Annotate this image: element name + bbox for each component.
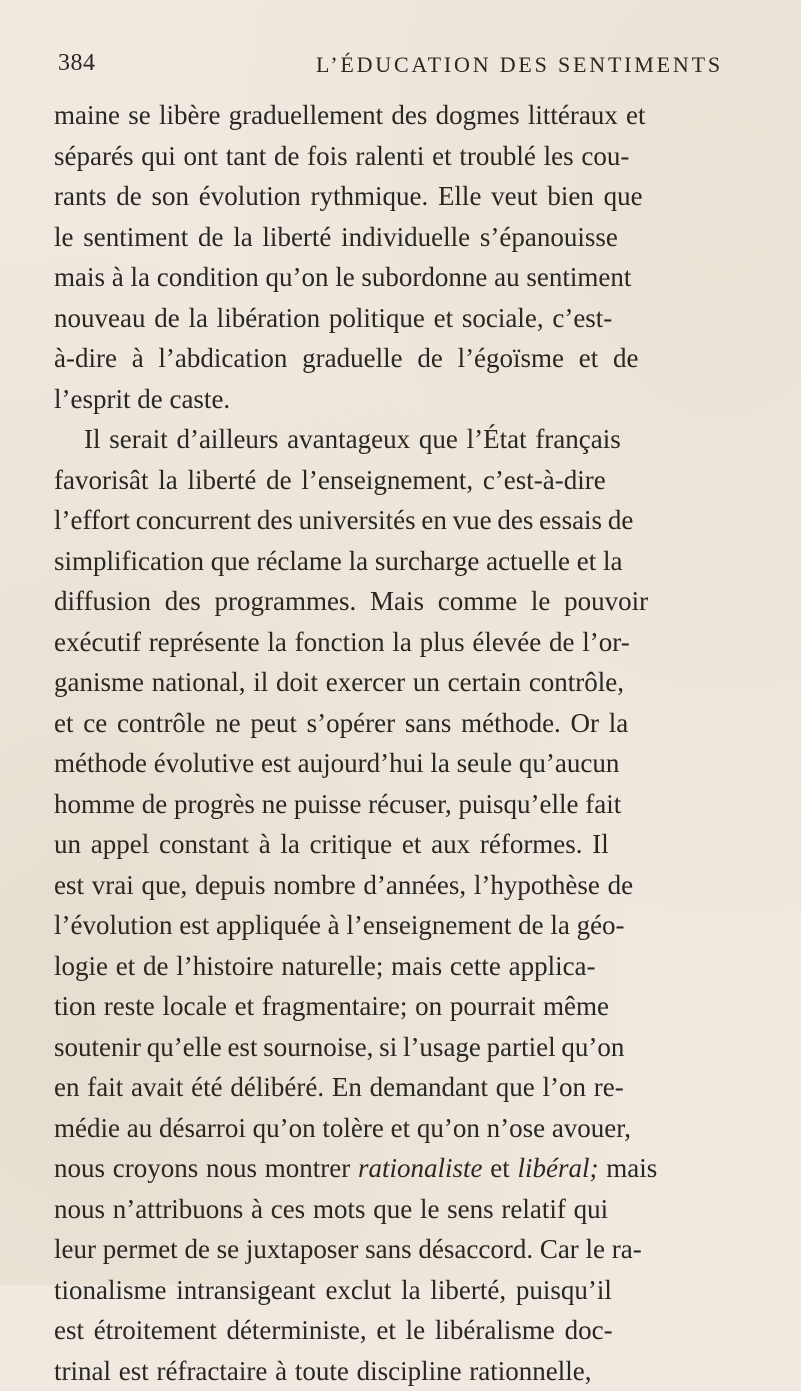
text-line: trinal est réfractaire à toute discipline rationnelle, bbox=[54, 1351, 794, 1391]
text-line: homme de progrès ne puisse récuser, puisqu’elle fait bbox=[54, 784, 794, 825]
text-segment: mais bbox=[598, 1153, 657, 1183]
text-line: médie au désarroi qu’on tolère et qu’on n’ose avouer, bbox=[54, 1108, 794, 1149]
text-line: un appel constant à la critique et aux réformes. Il bbox=[54, 824, 794, 865]
text-line: l’effort concurrent des universités en vue des essais de bbox=[54, 500, 794, 541]
text-line: rants de son évolution rythmique. Elle veut bien que bbox=[54, 176, 794, 217]
text-segment: et bbox=[482, 1153, 517, 1183]
page-number: 384 bbox=[58, 50, 96, 77]
text-line: en fait avait été délibéré. En demandant que l’on re- bbox=[54, 1067, 794, 1108]
text-line: tion reste locale et fragmentaire; on pourrait même bbox=[54, 986, 794, 1027]
text-line: séparés qui ont tant de fois ralenti et troublé les cou- bbox=[54, 136, 794, 177]
text-line: maine se libère graduellement des dogmes littéraux et bbox=[54, 95, 794, 136]
text-line: l’esprit de caste. bbox=[54, 379, 794, 420]
text-line: ganisme national, il doit exercer un certain contrôle, bbox=[54, 662, 794, 703]
text-line: nous n’attribuons à ces mots que le sens relatif qui bbox=[54, 1189, 794, 1230]
text-line: l’évolution est appliquée à l’enseignement de la géo- bbox=[54, 905, 794, 946]
page-header bbox=[58, 48, 771, 88]
text-line: le sentiment de la liberté individuelle s’épanouisse bbox=[54, 217, 794, 258]
text-segment: nous croyons nous montrer bbox=[54, 1153, 358, 1183]
text-line: est vrai que, depuis nombre d’années, l’hypothèse de bbox=[54, 865, 794, 906]
text-line: et ce contrôle ne peut s’opérer sans méthode. Or la bbox=[54, 703, 794, 744]
text-line: nouveau de la libération politique et sociale, c’est- bbox=[54, 298, 794, 339]
text-line: mais à la condition qu’on le subordonne au sentiment bbox=[54, 257, 794, 298]
text-line: soutenir qu’elle est sournoise, si l’usage partiel qu’on bbox=[54, 1027, 794, 1068]
text-line: favorisât la liberté de l’enseignement, c’est-à-dire bbox=[54, 460, 794, 501]
text-line: simplification que réclame la surcharge actuelle et la bbox=[54, 541, 794, 582]
text-line: leur permet de se juxtaposer sans désaccord. Car le ra- bbox=[54, 1229, 794, 1270]
text-line: méthode évolutive est aujourd’hui la seule qu’aucun bbox=[54, 743, 794, 784]
text-line: Il serait d’ailleurs avantageux que l’État français bbox=[54, 419, 794, 460]
text-line: diffusion des programmes. Mais comme le pouvoir bbox=[54, 581, 794, 622]
text-line: tionalisme intransigeant exclut la liberté, puisqu’il bbox=[54, 1270, 794, 1311]
text-line: logie et de l’histoire naturelle; mais cette applica- bbox=[54, 946, 794, 987]
italic-text-line bbox=[54, 1148, 794, 1189]
running-head: L’ÉDUCATION DES SENTIMENTS bbox=[316, 52, 723, 78]
text-line: exécutif représente la fonction la plus élevée de l’or- bbox=[54, 622, 794, 663]
body-text bbox=[54, 95, 794, 1391]
text-line: est étroitement déterministe, et le libéralisme doc- bbox=[54, 1310, 794, 1351]
italic-term-rationaliste: rationaliste bbox=[358, 1153, 483, 1183]
italic-term-liberal: libéral; bbox=[517, 1153, 598, 1183]
text-line: à-dire à l’abdication graduelle de l’égoïsme et de bbox=[54, 338, 794, 379]
